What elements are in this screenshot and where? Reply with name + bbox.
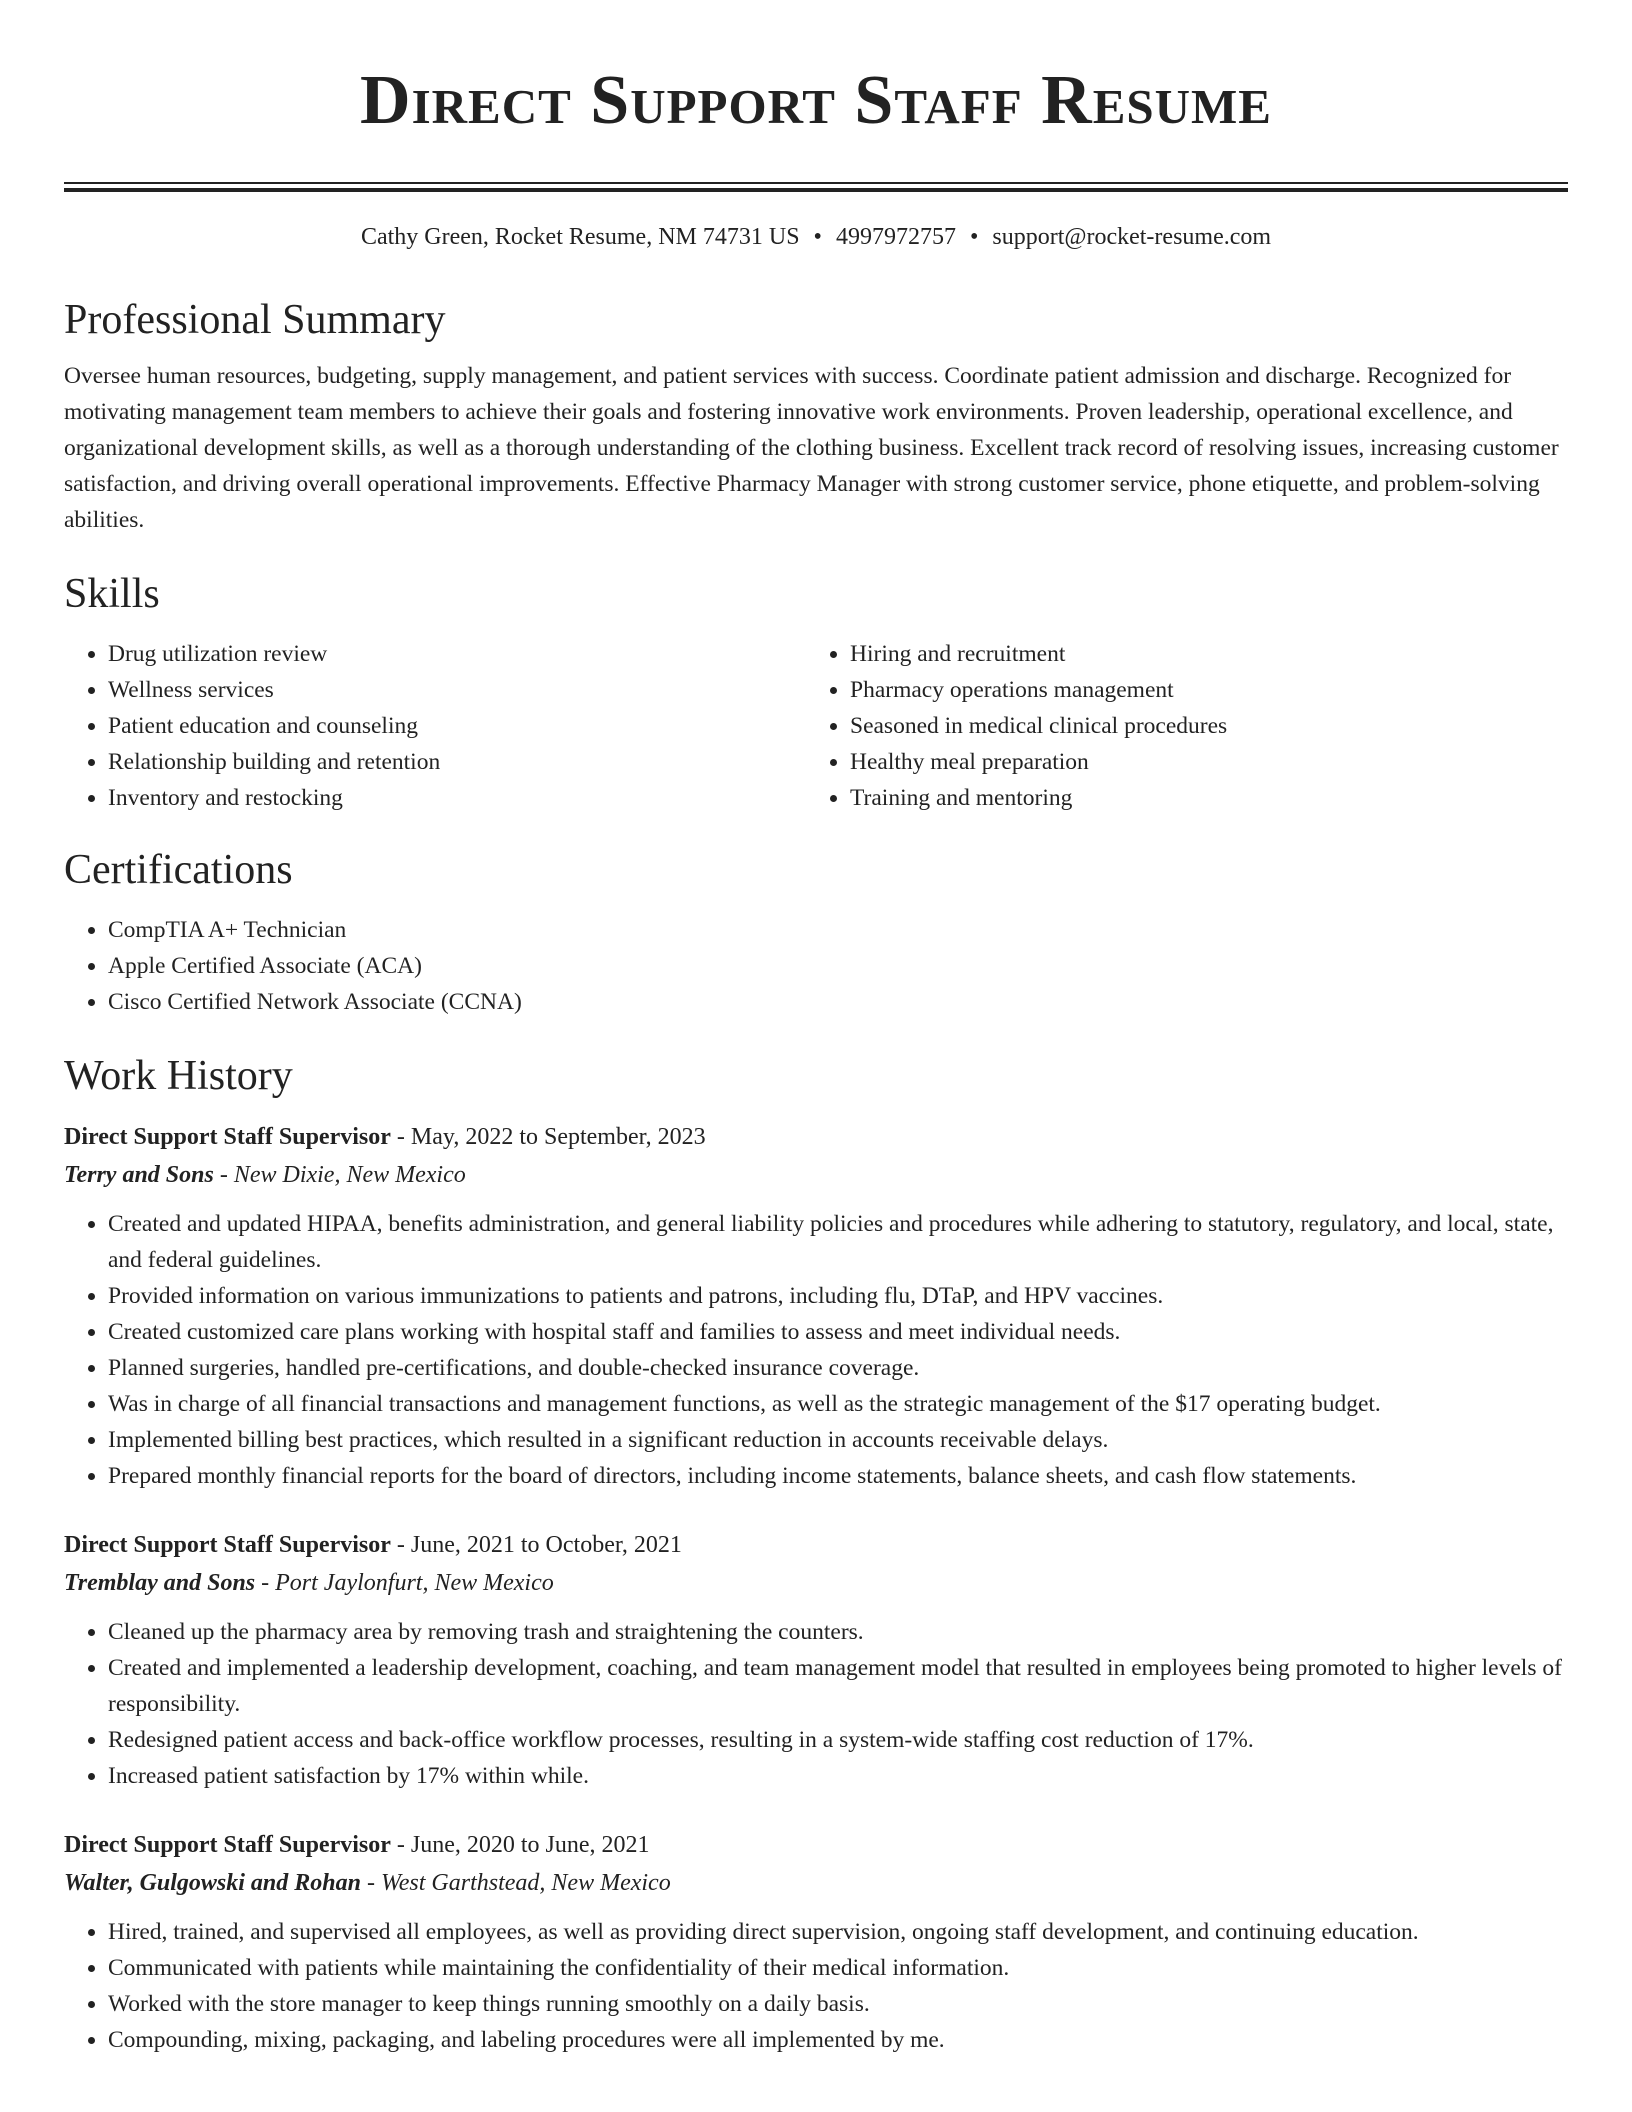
job-bullet: • Created and implemented a leadership development, coaching, and team management model that resulted in employees being promoted to higher levels of responsibility.: [108, 1650, 1568, 1722]
job-entry: [64, 1526, 1568, 1794]
job-company: Terry and Sons: [64, 1162, 214, 1188]
job-bullets: [64, 1914, 1568, 2058]
skill-item: • Inventory and restocking: [108, 780, 806, 816]
job-title: Direct Support Staff Supervisor: [64, 1532, 391, 1558]
job-location: - West Garthstead, New Mexico: [360, 1870, 671, 1896]
job-title-line: [64, 1118, 1568, 1156]
job-bullet: • Provided information on various immunizations to patients and patrons, including flu, DTaP, and HPV vaccines.: [108, 1278, 1568, 1314]
skill-item: • Pharmacy operations management: [850, 672, 1548, 708]
job-bullet: • Planned surgeries, handled pre-certifications, and double-checked insurance coverage.: [108, 1350, 1568, 1386]
skill-item: • Seasoned in medical clinical procedures: [850, 708, 1548, 744]
job-bullet: • Prepared monthly financial reports for the board of directors, including income statements, balance sheets, and cash flow statements.: [108, 1458, 1568, 1494]
job-bullet: • Hired, trained, and supervised all employees, as well as providing direct supervision, ongoing staff development, and continuing education.: [108, 1914, 1568, 1950]
title-double-rule: [64, 182, 1568, 192]
certifications-list: [64, 912, 1568, 1020]
job-dates: - June, 2021 to October, 2021: [390, 1532, 682, 1558]
job-company: Tremblay and Sons: [64, 1570, 256, 1596]
job-bullets: [64, 1206, 1568, 1494]
job-bullet: • Created and updated HIPAA, benefits administration, and general liability policies and procedures while adhering to statutory, regulatory, and local, state, and federal guidelines.: [108, 1206, 1568, 1278]
certifications-section: [64, 842, 1568, 1020]
skill-item: • Hiring and recruitment: [850, 636, 1548, 672]
skill-item: • Healthy meal preparation: [850, 744, 1548, 780]
job-bullet: • Implemented billing best practices, which resulted in a significant reduction in accounts receivable delays.: [108, 1422, 1568, 1458]
job-title: Direct Support Staff Supervisor: [64, 1124, 391, 1150]
skills-section: [64, 566, 1568, 816]
job-entry: [64, 1118, 1568, 1494]
skills-list-left: [64, 636, 806, 816]
certification-item: • Cisco Certified Network Associate (CCNA): [108, 984, 1568, 1020]
job-location: - Port Jaylonfurt, New Mexico: [255, 1570, 554, 1596]
contact-separator: •: [969, 224, 979, 250]
job-title: Direct Support Staff Supervisor: [64, 1832, 391, 1858]
skill-item: • Relationship building and retention: [108, 744, 806, 780]
certification-item: • CompTIA A+ Technician: [108, 912, 1568, 948]
skills-column-right: [806, 636, 1548, 816]
contact-email: support@rocket-resume.com: [992, 224, 1272, 250]
job-bullet: • Cleaned up the pharmacy area by removing trash and straightening the counters.: [108, 1614, 1568, 1650]
skills-grid: [64, 636, 1568, 816]
professional-summary-section: [64, 292, 1568, 538]
job-company: Walter, Gulgowski and Rohan: [64, 1870, 361, 1896]
summary-heading: Professional Summary: [64, 297, 446, 343]
contact-line: [64, 220, 1568, 254]
summary-text: Oversee human resources, budgeting, supply management, and patient services with success. Coordinate patient admission and discharge. Recognized for motivating management team members to achieve their goals and fostering innovative work environments. Proven leadership, operational excellence, and organizational development skills, as well as a thorough understanding of the clothing business. Excellent track record of resolving issues, increasing customer satisfaction, and driving overall operational improvements. Effective Pharmacy Manager with strong customer service, phone etiquette, and problem-solving abilities.: [64, 363, 1559, 533]
job-dates: - May, 2022 to September, 2023: [390, 1124, 706, 1150]
certifications-heading: Certifications: [64, 847, 293, 893]
job-bullet: • Redesigned patient access and back-office workflow processes, resulting in a system-wide staffing cost reduction of 17%.: [108, 1722, 1568, 1758]
job-dates: - June, 2020 to June, 2021: [390, 1832, 650, 1858]
skill-item: • Wellness services: [108, 672, 806, 708]
resume-page: [64, 0, 1568, 2058]
job-bullet: • Compounding, mixing, packaging, and labeling procedures were all implemented by me.: [108, 2022, 1568, 2058]
contact-address: Cathy Green, Rocket Resume, NM 74731 US: [360, 224, 800, 250]
job-bullet: • Worked with the store manager to keep things running smoothly on a daily basis.: [108, 1986, 1568, 2022]
job-bullets: [64, 1614, 1568, 1794]
job-company-line: [64, 1564, 1568, 1602]
contact-phone: 4997972757: [835, 224, 956, 250]
job-company-line: [64, 1156, 1568, 1194]
skills-column-left: [64, 636, 806, 816]
skill-item: • Training and mentoring: [850, 780, 1548, 816]
work-history-heading: Work History: [64, 1053, 293, 1099]
certification-item: • Apple Certified Associate (ACA): [108, 948, 1568, 984]
skill-item: • Patient education and counseling: [108, 708, 806, 744]
job-title-line: [64, 1826, 1568, 1864]
skills-list-right: [806, 636, 1548, 816]
job-title-line: [64, 1526, 1568, 1564]
job-location: - New Dixie, New Mexico: [213, 1162, 466, 1188]
job-bullet: • Created customized care plans working with hospital staff and families to assess and meet individual needs.: [108, 1314, 1568, 1350]
job-entry: [64, 1826, 1568, 2058]
skills-heading: Skills: [64, 571, 160, 617]
job-bullet: • Increased patient satisfaction by 17% within while.: [108, 1758, 1568, 1794]
job-bullet: • Communicated with patients while maintaining the confidentiality of their medical information.: [108, 1950, 1568, 1986]
job-company-line: [64, 1864, 1568, 1902]
job-bullet: • Was in charge of all financial transactions and management functions, as well as the strategic management of the $17 operating budget.: [108, 1386, 1568, 1422]
work-history-section: [64, 1048, 1568, 2058]
contact-separator: •: [813, 224, 822, 250]
resume-title: Direct Support Staff Resume: [360, 62, 1272, 139]
skill-item: • Drug utilization review: [108, 636, 806, 672]
